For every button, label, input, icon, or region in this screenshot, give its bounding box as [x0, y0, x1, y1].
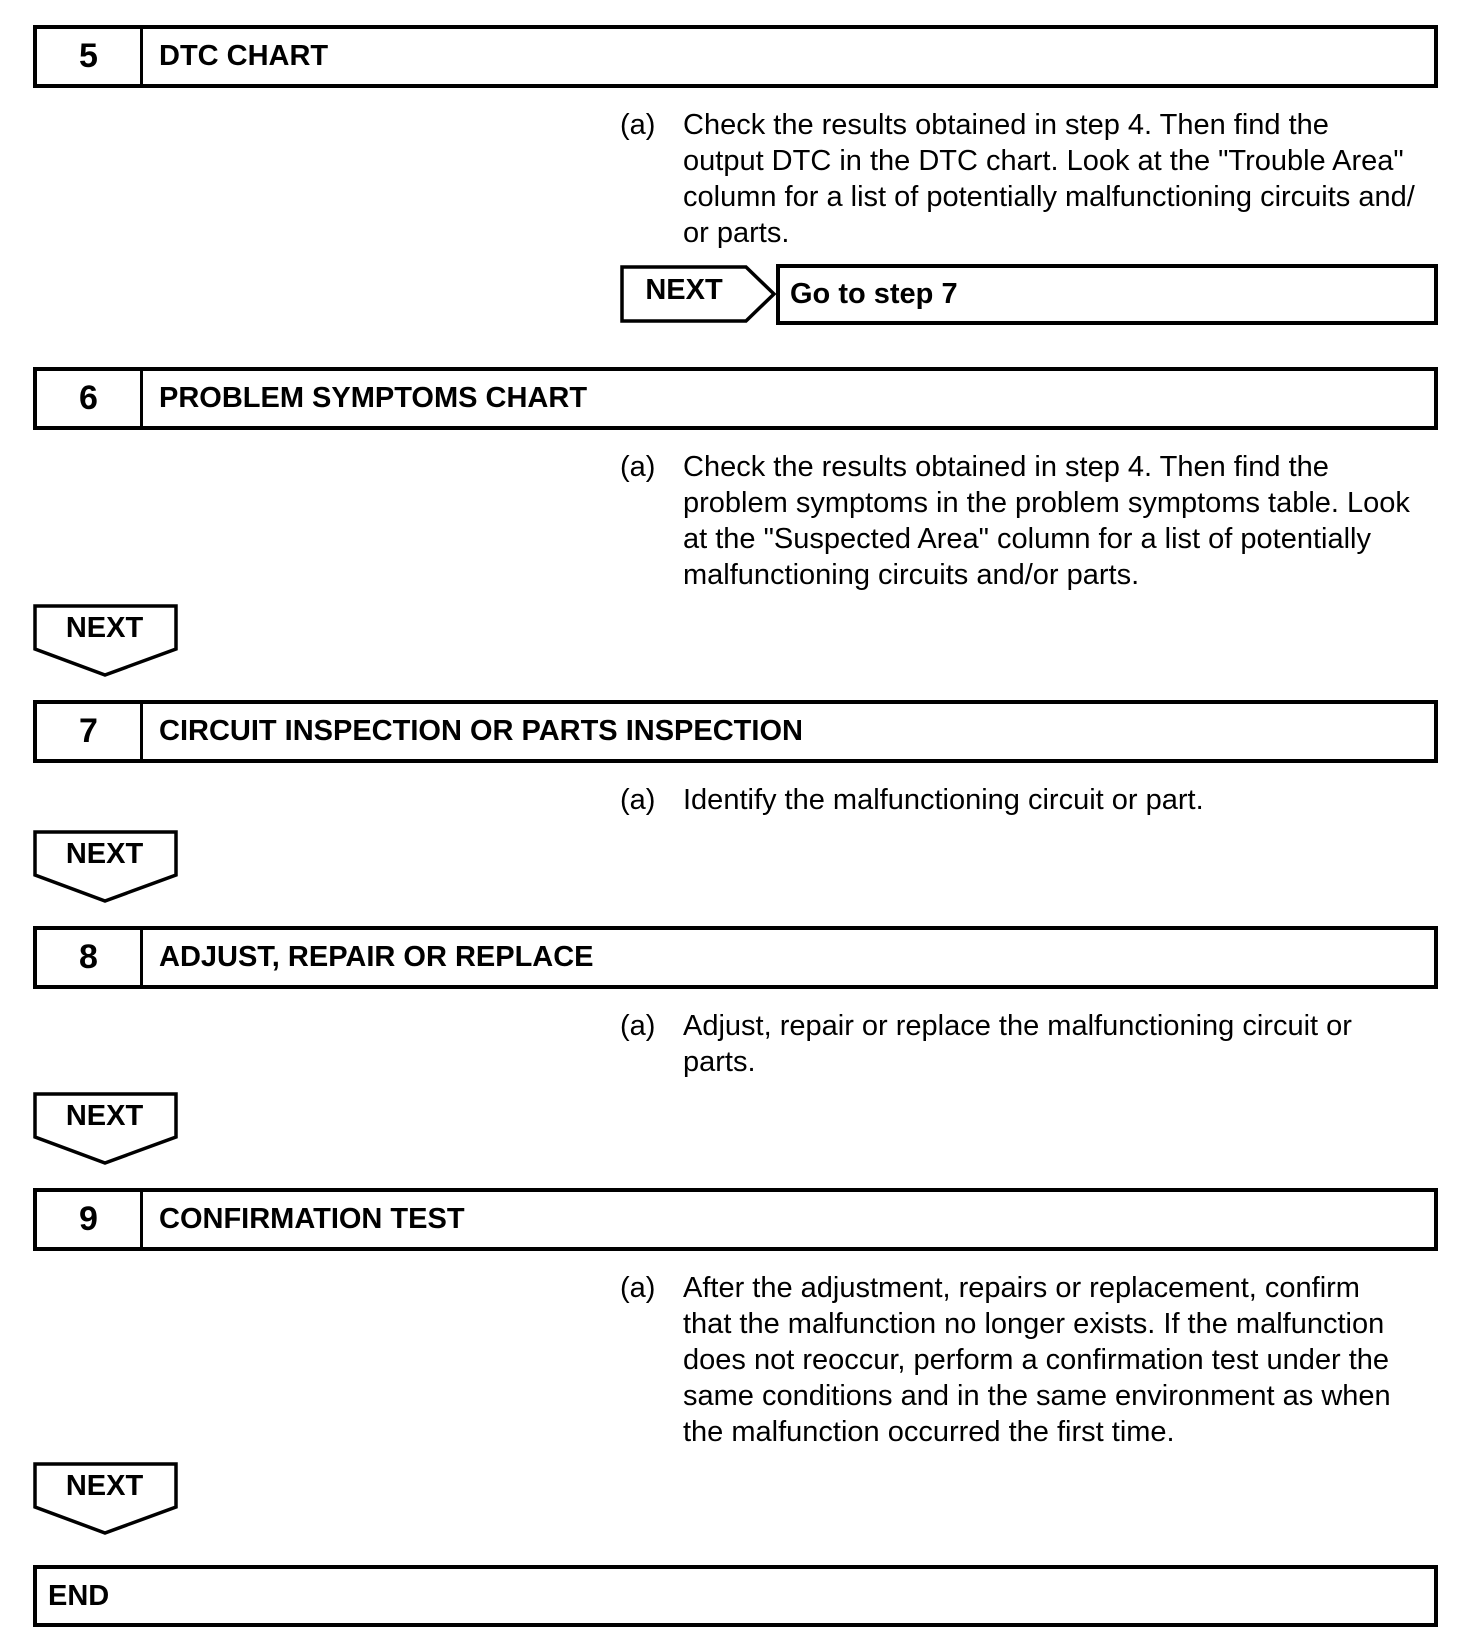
sub-step-marker: (a) — [620, 109, 656, 141]
goto-step-box: Go to step 7 — [776, 264, 1438, 325]
text-line: problem symptoms in the problem symptoms table. Look — [683, 487, 1410, 519]
step-7-header — [33, 700, 1438, 763]
sub-step-marker: (a) — [620, 1272, 656, 1304]
text-line: that the malfunction no longer exists. If the malfunction — [683, 1308, 1385, 1340]
next-label: NEXT — [65, 1470, 144, 1502]
next-label: NEXT — [645, 274, 723, 306]
next-label: NEXT — [65, 612, 144, 644]
sub-step-marker: (a) — [620, 451, 656, 483]
step-number: 7 — [37, 704, 143, 759]
step-6-header — [33, 367, 1438, 430]
sub-step-text — [683, 1008, 1449, 1080]
end-box: END — [33, 1565, 1438, 1627]
text-line: column for a list of potentially malfunctioning circuits and/ — [683, 181, 1415, 213]
step-title: DTC CHART — [159, 40, 329, 72]
step-title: CIRCUIT INSPECTION OR PARTS INSPECTION — [159, 715, 803, 747]
text-line: or parts. — [683, 217, 790, 249]
text-line: same conditions and in the same environment as when — [683, 1380, 1391, 1412]
text-line: Check the results obtained in step 4. Then find the — [683, 109, 1329, 141]
text-line: Check the results obtained in step 4. Then find the — [683, 451, 1329, 483]
next-down-arrow — [33, 830, 178, 904]
step-5-header — [33, 25, 1438, 88]
step-title: PROBLEM SYMPTOMS CHART — [159, 382, 588, 414]
next-down-arrow — [33, 604, 178, 678]
text-line: malfunctioning circuits and/or parts. — [683, 559, 1140, 591]
sub-step-text — [683, 1270, 1449, 1450]
text-line: the malfunction occurred the first time. — [683, 1416, 1175, 1448]
text-line: at the "Suspected Area" column for a list of potentially — [683, 523, 1371, 555]
sub-step-text — [683, 107, 1449, 251]
next-right-arrow — [620, 265, 778, 323]
text-line: parts. — [683, 1046, 756, 1078]
sub-step-marker: (a) — [620, 1010, 656, 1042]
step-8-header — [33, 926, 1438, 989]
next-down-arrow — [33, 1092, 178, 1166]
text-line: does not reoccur, perform a confirmation test under the — [683, 1344, 1390, 1376]
text-line: output DTC in the DTC chart. Look at the "Trouble Area" — [683, 145, 1404, 177]
step-number: 9 — [37, 1192, 143, 1247]
step-9-header — [33, 1188, 1438, 1251]
text-line: After the adjustment, repairs or replacement, confirm — [683, 1272, 1360, 1304]
sub-step-text — [683, 449, 1449, 593]
text-line: Adjust, repair or replace the malfunctioning circuit or — [683, 1010, 1352, 1042]
next-down-arrow — [33, 1462, 178, 1536]
sub-step-text — [683, 782, 1449, 818]
step-number: 8 — [37, 930, 143, 985]
step-title: CONFIRMATION TEST — [159, 1203, 465, 1235]
step-title: ADJUST, REPAIR OR REPLACE — [159, 941, 594, 973]
text-line: Identify the malfunctioning circuit or part. — [683, 784, 1204, 816]
next-label: NEXT — [65, 1100, 144, 1132]
step-number: 6 — [37, 371, 143, 426]
step-number: 5 — [37, 29, 143, 84]
next-label: NEXT — [65, 838, 144, 870]
sub-step-marker: (a) — [620, 784, 656, 816]
